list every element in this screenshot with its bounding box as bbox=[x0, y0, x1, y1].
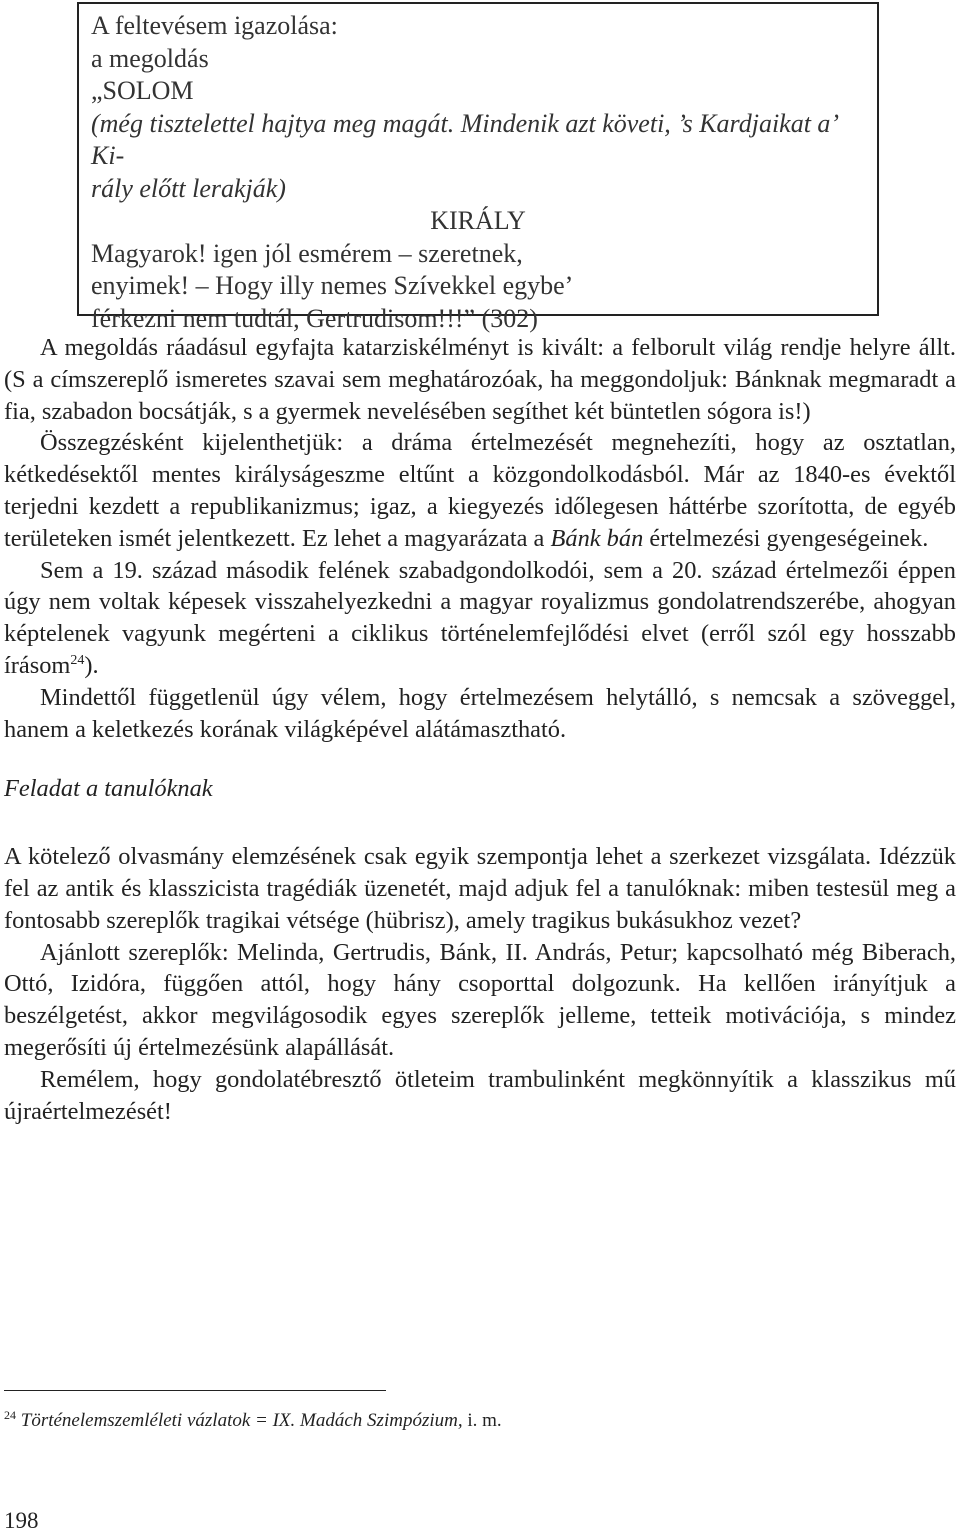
paragraph: A megoldás ráadásul egyfajta katarziskélményt is kivált: a felborult világ rendje helyre állt. (S a címszereplő ismeretes szavai sem meghatározóak, ha meggondoljuk: Bánknak megmaradt a fia, szabadon bocsátják, s a gyermek nevelésében segíthet két büntetlen sógora is!) bbox=[4, 334, 956, 425]
quote-line: A feltevésem igazolása: bbox=[91, 11, 338, 40]
section-heading: Feladat a tanulóknak bbox=[4, 775, 213, 803]
quote-line: enyimek! – Hogy illy nemes Szívekkel egybe’ bbox=[91, 271, 574, 300]
quote-line: a megoldás bbox=[91, 43, 209, 73]
quote-speaker: KIRÁLY bbox=[430, 206, 526, 235]
paragraph: A kötelező olvasmány elemzésének csak egyik szempontja lehet a szerkezet vizsgálata. Idézzük fel az antik és klasszicista tragédiák üzenetét, majd adjuk fel a tanulóknak: miben testesül meg a fontosabb szereplők tragikai vétsége (hübrisz), amely tragikus bukásukhoz vezet? bbox=[4, 843, 956, 934]
paragraph: Ajánlott szereplők: Melinda, Gertrudis, Bánk, II. András, Petur; kapcsolható még Biberach, Ottó, Izidóra, függően attól, hogy hány csoporttal dolgozunk. Ha kellően irányítjuk a beszélgetést, akkor megvilágosodik egyes szereplők jelleme, tetteik motivációja, s mindez megerősíti új értelmezésünk alapállását. bbox=[4, 938, 956, 1061]
quote-line: Magyarok! igen jól esmérem – szeretnek, bbox=[91, 238, 523, 268]
quote-line: férkezni nem tudtál, Gertrudisom!!!” (302) bbox=[91, 303, 538, 333]
footnote-divider bbox=[4, 1390, 386, 1391]
quote-line: „SOLOM bbox=[91, 76, 194, 105]
paragraph: Remélem, hogy gondolatébresztő ötleteim trambulinként megkönnyítik a klasszikus mű újraértelmezését! bbox=[4, 1065, 956, 1125]
page-number: 198 bbox=[4, 1508, 39, 1533]
footnote: $^{24}$ Történelemszemléleti vázlatok = IX. Madách Szimpózium, i. m. bbox=[4, 1408, 502, 1431]
footnote-number: 24 bbox=[4, 1408, 16, 1422]
quote-stage-direction: rály előtt lerakják) bbox=[91, 173, 286, 203]
quote-stage-direction: (még tisztelettel hajtya meg magát. Mindenik azt követi, ’s Kardjaikat a’ Ki- bbox=[91, 108, 837, 170]
body-text bbox=[4, 332, 956, 1127]
paragraph: Összegzésként kijelenthetjük: a dráma értelmezését megnehezíti, hogy az osztatlan, kétkedésektől mentes királyságeszme eltűnt a közgondolkodásból. Már az 1840-es évektől terjedni kezdett a republikanizmus; igaz, a kiegyezés időlegesen háttérbe szorította, de egyéb területeken ismét jelentkezett. Ez lehet a magyarázata a Bánk bán értelmezési gyengeségeinek. bbox=[4, 429, 956, 552]
paragraph: Mindettől függetlenül úgy vélem, hogy értelmezésem helytálló, s nemcsak a szöveggel, hanem a keletkezés korának világképével alátámasztható. bbox=[4, 683, 956, 743]
quote-box bbox=[77, 2, 879, 333]
paragraph: Sem a 19. század második felének szabadgondolkodói, sem a 20. század értelmezői éppen úgy nem voltak képesek visszahelyezkedni a magyar royalizmus gondolatrendszerébe, ahogyan képtelenek vagyunk megérteni a ciklikus történelemfejlődési elvet (erről szól egy hosszabb írásom$^{24}$). bbox=[4, 556, 956, 679]
footnote-ref: 24 bbox=[70, 652, 85, 668]
